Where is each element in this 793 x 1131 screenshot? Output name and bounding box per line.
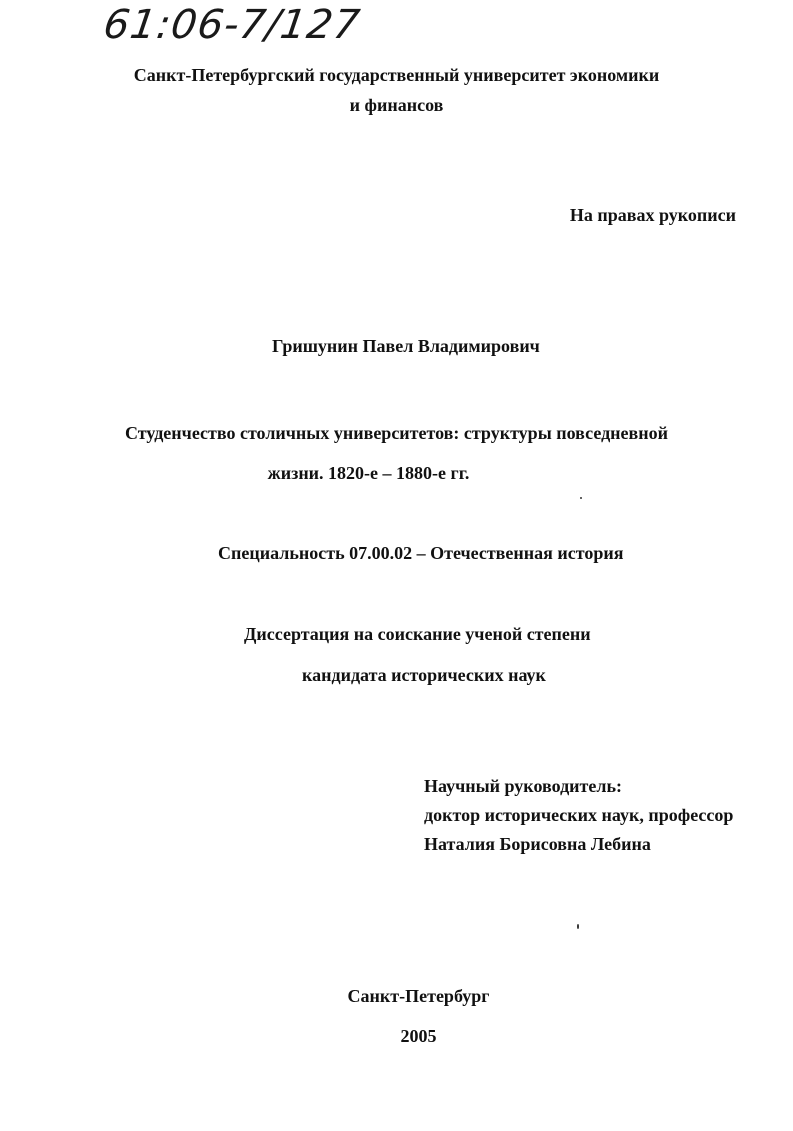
- dissertation-title-line1: Студенчество столичных университетов: структуры повседневной: [124, 423, 669, 443]
- year: 2005: [400, 1026, 437, 1046]
- specialty-line: Специальность 07.00.02 – Отечественная история: [218, 543, 624, 563]
- degree-line2: кандидата исторических наук: [302, 665, 546, 685]
- advisor-degree: доктор исторических наук, профессор: [424, 805, 734, 825]
- dissertation-title-line2: жизни. 1820-е – 1880-е гг.: [267, 463, 470, 483]
- scan-speck: [577, 924, 579, 929]
- advisor-label: Научный руководитель:: [424, 776, 622, 796]
- university-name-line2: и финансов: [349, 95, 444, 115]
- advisor-name: Наталия Борисовна Лебина: [424, 834, 651, 854]
- author-name: Гришунин Павел Владимирович: [272, 336, 540, 356]
- degree-line1: Диссертация на соискание ученой степени: [244, 624, 591, 644]
- city: Санкт-Петербург: [347, 986, 490, 1006]
- university-name-line1: Санкт-Петербургский государственный университет экономики: [133, 65, 660, 85]
- archive-code-handwritten: 61:06-7/127: [100, 2, 364, 48]
- scan-speck: [580, 497, 582, 499]
- manuscript-rights-label: На правах рукописи: [569, 205, 736, 225]
